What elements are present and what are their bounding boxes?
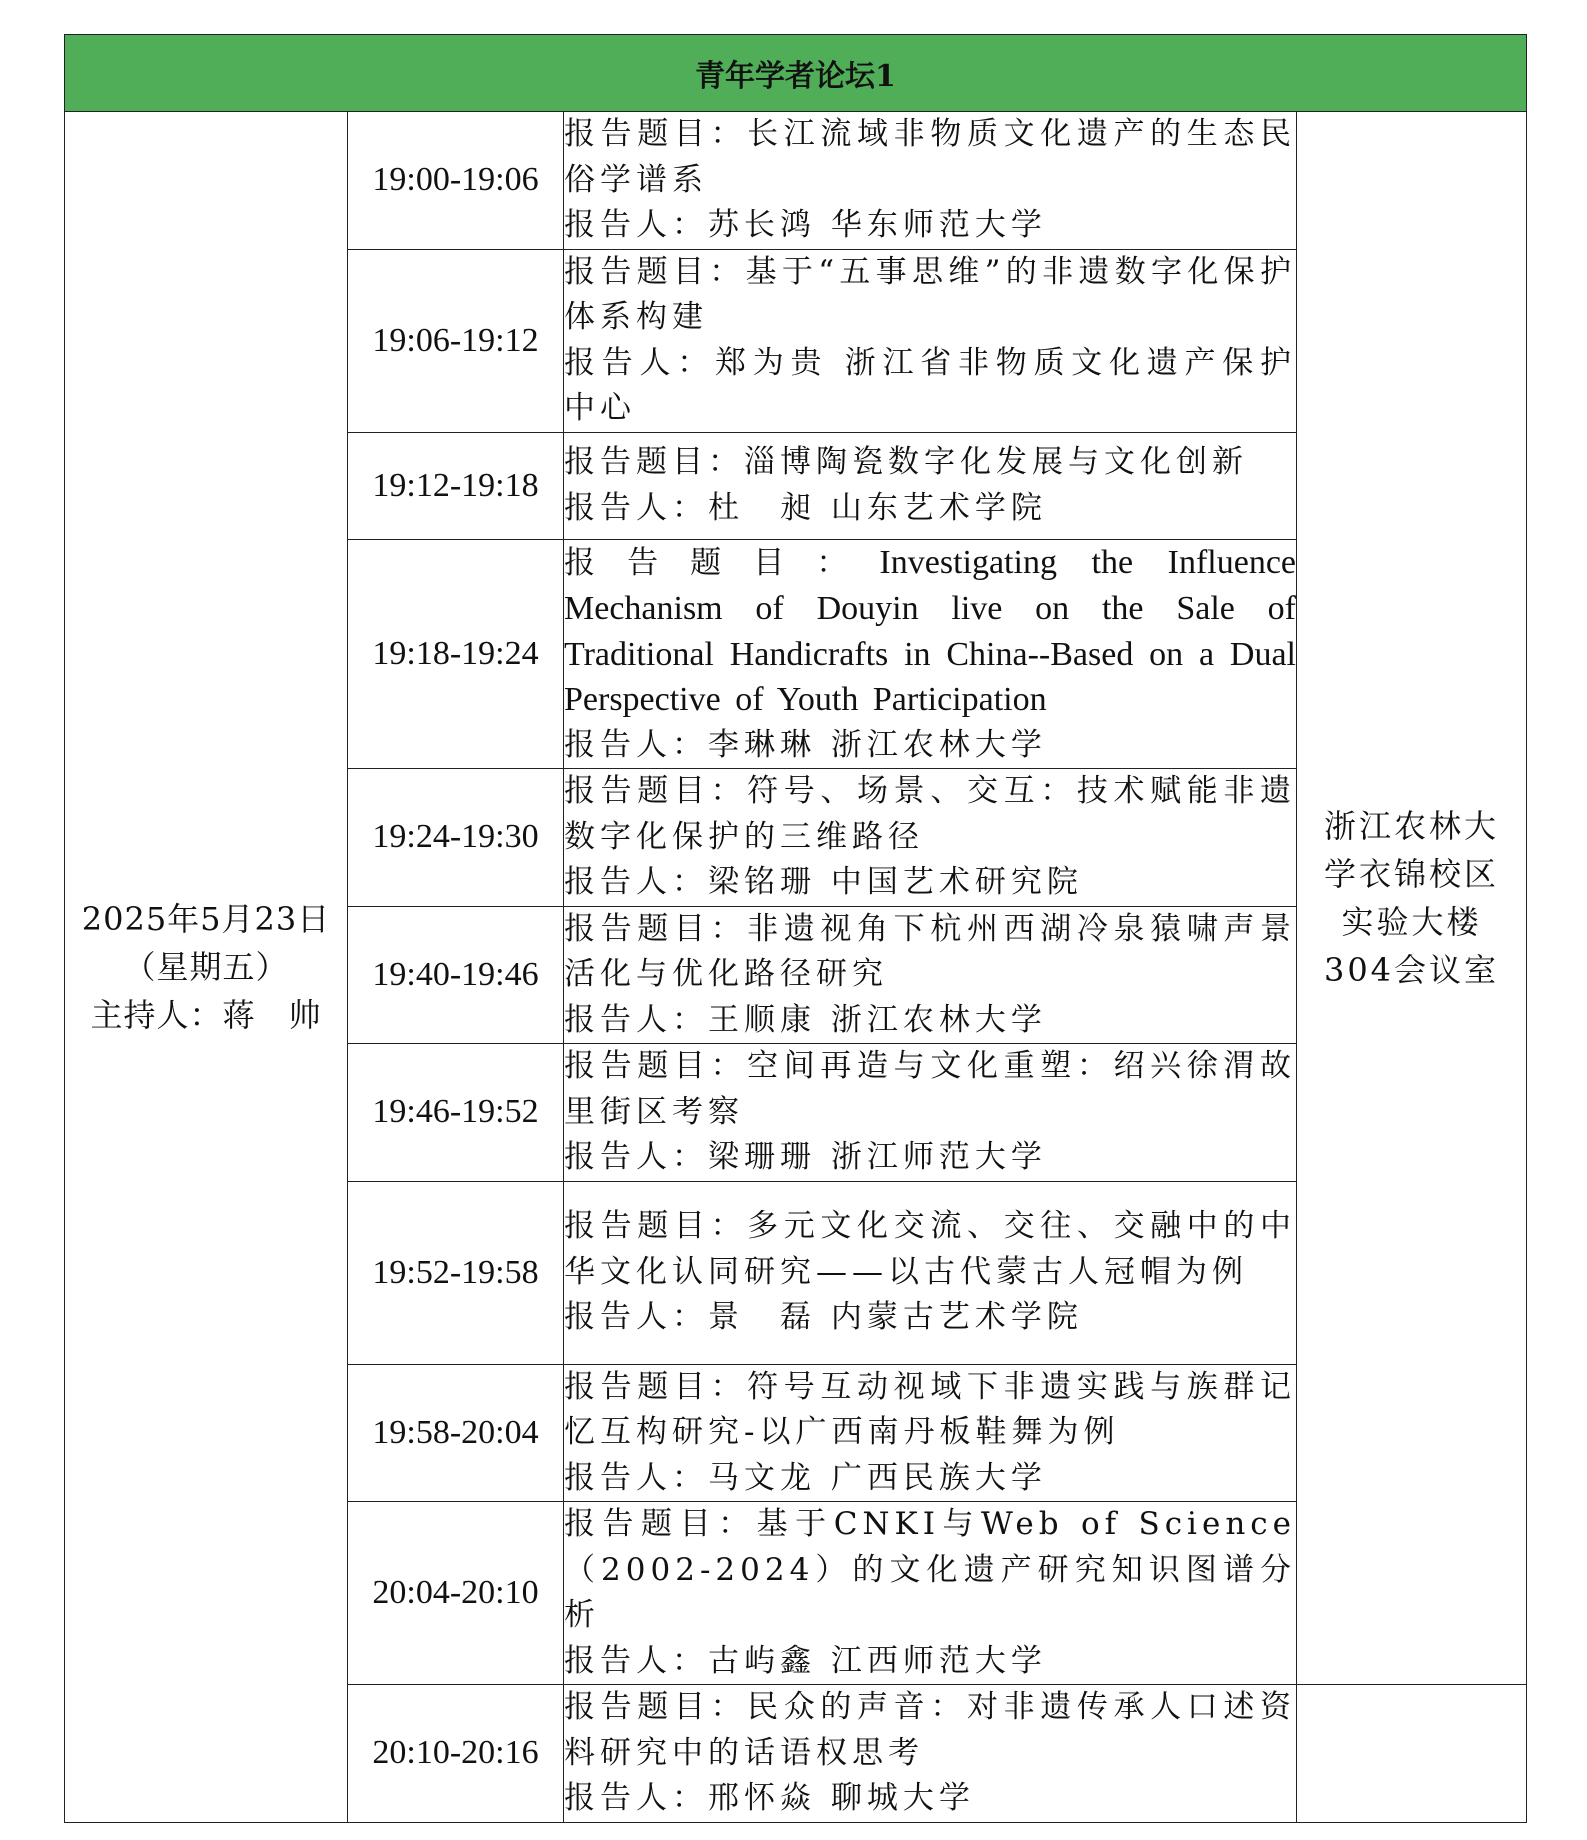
talk-cell (564, 1502, 1297, 1685)
talk-speaker: 报告人：梁珊珊 浙江师范大学 (564, 1139, 1047, 1175)
talk-cell (564, 769, 1297, 907)
session-time: 20:04-20:10 (348, 1502, 564, 1685)
session-time: 19:24-19:30 (348, 769, 564, 907)
session-time: 19:06-19:12 (348, 249, 564, 432)
session-time: 19:40-19:46 (348, 906, 564, 1044)
session-row (65, 112, 1527, 250)
talk-title: 报告题目：基于CNKI与Web of Science（2002-2024）的文化遗产研究知识图谱分析 (564, 1506, 1296, 1633)
venue-line: 学衣锦校区 (1323, 855, 1499, 893)
session-weekday: （星期五） (123, 947, 289, 986)
talk-title: 报告题目：淄博陶瓷数字化发展与文化创新 (564, 444, 1248, 480)
talk-title: 报告题目：符号互动视域下非遗实践与族群记忆互构研究-以广西南丹板鞋舞为例 (564, 1368, 1296, 1450)
talk-cell (564, 1364, 1297, 1502)
title-row (65, 35, 1527, 112)
session-time: 19:46-19:52 (348, 1044, 564, 1182)
forum-title: 青年学者论坛1 (65, 35, 1527, 112)
venue-line: 浙江农林大 (1323, 807, 1499, 845)
talk-cell (564, 1044, 1297, 1182)
talk-cell (564, 432, 1297, 539)
session-date: 2025年5月23日 (81, 899, 331, 938)
talk-cell (564, 1685, 1297, 1823)
session-time: 19:12-19:18 (348, 432, 564, 539)
talk-cell (564, 249, 1297, 432)
date-host-cell (65, 112, 348, 1823)
talk-title: 报告题目：空间再造与文化重塑：绍兴徐渭故里街区考察 (564, 1048, 1296, 1130)
talk-speaker: 报告人：古屿鑫 江西师范大学 (564, 1642, 1047, 1679)
venue-cell (1297, 112, 1527, 1685)
talk-title: 报告题目：非遗视角下杭州西湖冷泉猿啸声景活化与优化路径研究 (564, 910, 1296, 992)
talk-title (564, 540, 1296, 723)
schedule-table (64, 34, 1527, 1823)
session-time: 19:58-20:04 (348, 1364, 564, 1502)
talk-cell (564, 906, 1297, 1044)
talk-title: 报告题目：多元文化交流、交往、交融中的中华文化认同研究——以古代蒙古人冠帽为例 (564, 1208, 1296, 1290)
talk-title-text: Investigating the Influence Mechanism of Douyin live on the Sale of Traditional Handicrafts in China--Based on a Dual Perspective of Youth Participation (564, 543, 1297, 718)
session-time: 19:18-19:24 (348, 539, 564, 769)
venue-line: 304会议室 (1323, 951, 1500, 989)
session-time: 19:52-19:58 (348, 1181, 564, 1364)
talk-title: 报告题目：长江流域非物质文化遗产的生态民俗学谱系 (564, 116, 1296, 198)
talk-speaker: 报告人：马文龙 广西民族大学 (564, 1459, 1047, 1496)
talk-cell (564, 539, 1297, 769)
talk-speaker: 报告人：梁铭珊 中国艺术研究院 (564, 864, 1083, 900)
talk-speaker: 报告人：景 磊 内蒙古艺术学院 (564, 1299, 1083, 1336)
talk-cell (564, 1181, 1297, 1364)
talk-speaker: 报告人：杜 昶 山东艺术学院 (564, 489, 1047, 526)
talk-speaker: 报告人：邢怀焱 聊城大学 (564, 1780, 975, 1816)
talk-speaker: 报告人：苏长鸿 华东师范大学 (564, 207, 1047, 243)
venue-line: 实验大楼 (1341, 903, 1482, 941)
talk-speaker: 报告人：李琳琳 浙江农林大学 (564, 726, 1047, 763)
talk-title: 报告题目：基于“五事思维”的非遗数字化保护体系构建 (564, 253, 1296, 335)
session-time: 20:10-20:16 (348, 1685, 564, 1823)
session-host: 主持人：蒋 帅 (90, 995, 322, 1034)
talk-cell (564, 112, 1297, 250)
talk-title: 报告题目：符号、场景、交互：技术赋能非遗数字化保护的三维路径 (564, 773, 1296, 855)
talk-speaker: 报告人：王顺康 浙江农林大学 (564, 1001, 1047, 1038)
session-time: 19:00-19:06 (348, 112, 564, 250)
venue-cell-empty (1297, 1685, 1527, 1823)
talk-speaker: 报告人：郑为贵 浙江省非物质文化遗产保护中心 (564, 344, 1296, 426)
talk-title: 报告题目：民众的声音：对非遗传承人口述资料研究中的话语权思考 (564, 1689, 1296, 1771)
talk-title-prefix: 报告题目： (564, 544, 880, 581)
